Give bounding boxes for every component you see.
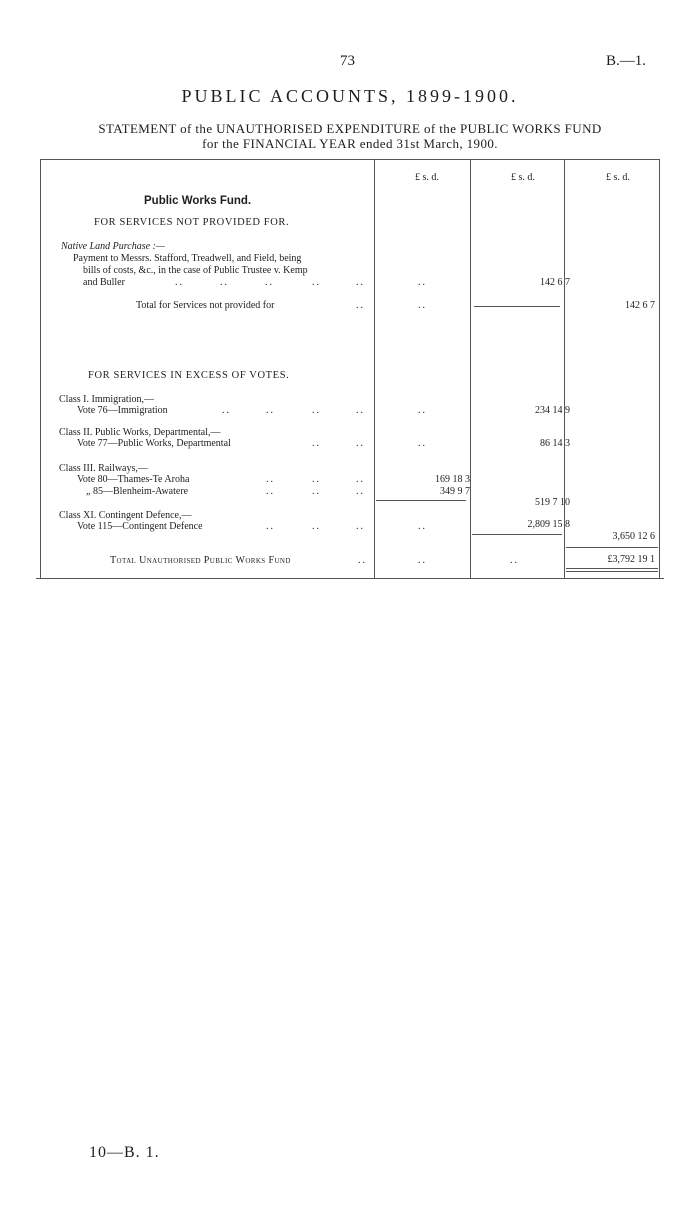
fund-title: Public Works Fund. [144, 195, 252, 207]
grand-total-label: Total Unauthorised Public Works Fund [110, 555, 291, 566]
page-number: 73 [340, 53, 355, 69]
class11-vote: Vote 115—Contingent Defence [77, 521, 203, 532]
leader-dots: .. [356, 277, 365, 288]
amount-vote85: 349 9 7 [440, 486, 470, 497]
expenditure-table [40, 159, 660, 579]
column-header-3: £ s. d. [606, 172, 630, 183]
leader-dots: .. [356, 521, 365, 532]
column-divider-2 [470, 159, 471, 579]
statement-subtitle-line2: for the FINANCIAL YEAR ended 31st March, 1900. [202, 136, 498, 151]
table-right-border [659, 159, 660, 579]
double-rule-lower [566, 571, 658, 572]
leader-dots: .. [312, 277, 321, 288]
double-rule-upper [566, 568, 658, 569]
class1-label: Class I. Immigration,— [59, 394, 154, 405]
item-text-line1: Payment to Messrs. Stafford, Treadwell, and Field, being [73, 253, 302, 264]
leader-dots: .. [418, 555, 427, 566]
item-text-line2: bills of costs, &c., in the case of Public Trustee v. Kemp [83, 265, 308, 276]
total-not-provided-label: Total for Services not provided for [136, 300, 275, 311]
leader-dots: .. [312, 521, 321, 532]
page-title: PUBLIC ACCOUNTS, 1899-1900. [181, 86, 519, 106]
leader-dots: .. [356, 438, 365, 449]
leader-dots: .. [312, 405, 321, 416]
section-heading-excess: FOR SERVICES IN EXCESS OF VOTES. [88, 370, 290, 381]
sum-rule [472, 534, 562, 535]
total-not-provided-amount: 142 6 7 [625, 300, 655, 311]
leader-dots: .. [356, 405, 365, 416]
leader-dots: .. [356, 474, 365, 485]
leader-dots: .. [222, 405, 231, 416]
leader-dots: .. [418, 438, 427, 449]
leader-dots: .. [266, 521, 275, 532]
leader-dots: .. [356, 486, 365, 497]
table-left-border [40, 159, 41, 579]
excess-total-amount: 3,650 12 6 [612, 531, 655, 542]
leader-dots: .. [220, 277, 229, 288]
leader-dots: .. [510, 555, 519, 566]
amount-native-land: 142 6 7 [540, 277, 570, 288]
footer-signature: 10—B. 1. [89, 1144, 160, 1161]
sum-rule [474, 306, 560, 307]
column-divider-3 [564, 159, 565, 579]
statement-subtitle-line1: STATEMENT of the UNAUTHORISED EXPENDITURE of the PUBLIC WORKS FUND [98, 121, 602, 136]
leader-dots: .. [418, 405, 427, 416]
class3-vote85: „ 85—Blenheim-Awatere [86, 486, 189, 497]
class2-label: Class II. Public Works, Departmental,— [59, 427, 221, 438]
amount-vote80: 169 18 3 [435, 474, 470, 485]
table-bottom-rule [36, 578, 664, 579]
column-divider-1 [374, 159, 375, 579]
leader-dots: .. [418, 521, 427, 532]
leader-dots: .. [266, 405, 275, 416]
leader-dots: .. [358, 555, 367, 566]
leader-dots: .. [418, 300, 427, 311]
class3-label: Class III. Railways,— [59, 463, 148, 474]
leader-dots: .. [265, 277, 274, 288]
class1-vote: Vote 76—Immigration [77, 405, 168, 416]
class2-vote: Vote 77—Public Works, Departmental [77, 438, 231, 449]
leader-dots: .. [356, 300, 365, 311]
amount-class3-total: 519 7 10 [535, 497, 570, 508]
group-label-native-land: Native Land Purchase :— [61, 241, 165, 252]
class3-vote80: Vote 80—Thames-Te Aroha [77, 474, 190, 485]
sum-rule [376, 500, 466, 501]
section-heading-not-provided: FOR SERVICES NOT PROVIDED FOR. [94, 217, 290, 228]
leader-dots: .. [312, 438, 321, 449]
amount-class11: 2,809 15 8 [527, 519, 570, 530]
sum-rule [566, 547, 658, 548]
item-text-line3: and Buller [83, 277, 125, 288]
document-reference: B.—1. [606, 53, 647, 69]
amount-class1: 234 14 9 [535, 405, 570, 416]
amount-class2: 86 14 3 [540, 438, 570, 449]
leader-dots: .. [266, 474, 275, 485]
column-header-1: £ s. d. [415, 172, 439, 183]
table-top-rule [40, 159, 660, 160]
leader-dots: .. [175, 277, 184, 288]
leader-dots: .. [312, 486, 321, 497]
grand-total-amount: £3,792 19 1 [607, 554, 655, 565]
leader-dots: .. [418, 277, 427, 288]
column-header-2: £ s. d. [511, 172, 535, 183]
class11-label: Class XI. Contingent Defence,— [59, 510, 192, 521]
leader-dots: .. [266, 486, 275, 497]
leader-dots: .. [312, 474, 321, 485]
